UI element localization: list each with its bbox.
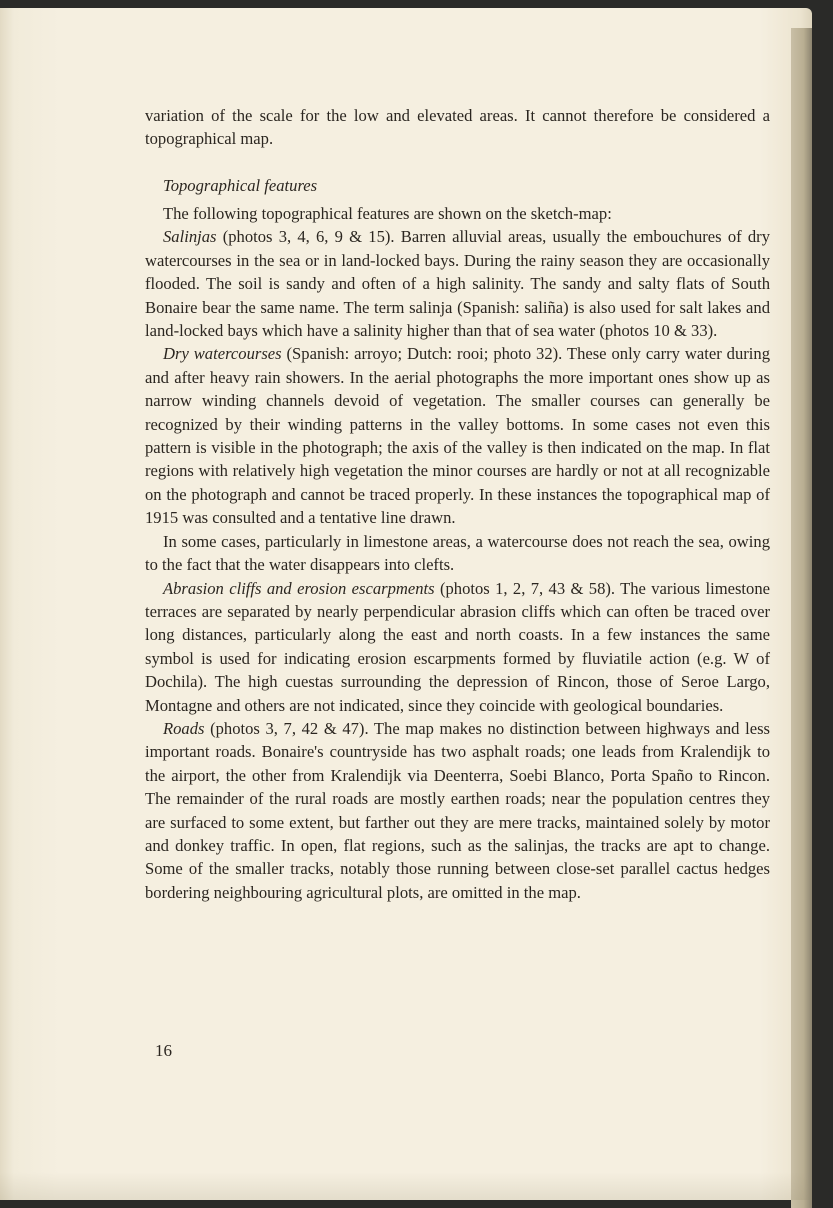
salinjas-term: Salinjas — [163, 227, 217, 247]
abrasion-text: (photos 1, 2, 7, 43 & 58). The various limestone terraces are separated by nearly perpendicular abrasion cliffs which can often be traced over long distances, particularly along the east and north coasts. In a few instances the same symbol is used for indicating erosion escarpments formed by fluviatile action (e.g. W of Dochila). The high cuestas surrounding the depression of Rincon, those of Seroe Largo, Montagne and others are not indicated, since they coincide with geological boundaries. — [145, 578, 770, 715]
roads-text: (photos 3, 7, 42 & 47). The map makes no distinction between highways and less important roads. Bonaire's countryside has two asphalt roads; one leads from Kralendijk to the airport, the other from Kralendijk via Deenterra, Soebi Blanco, Porta Spaño to Rincon. The remainder of the rural roads are mostly earthen roads; near the population centres they are surfaced to some extent, but farther out they are mere tracks, maintained solely by motor and donkey traffic. In open, flat regions, such as the salinjas, the tracks are apt to change. Some of the smaller tracks, notably those running between close-set parallel cactus hedges bordering neighbouring agricultural plots, are omitted in the map. — [145, 718, 770, 902]
book-page — [0, 8, 812, 1200]
salinjas-paragraph — [145, 225, 770, 342]
limestone-paragraph: In some cases, particularly in limestone areas, a watercourse does not reach the sea, owing to the fact that the water disappears into clefts. — [145, 531, 770, 575]
intro-block — [145, 104, 770, 151]
page-edge — [791, 28, 812, 1208]
roads-paragraph — [145, 717, 770, 904]
abrasion-paragraph — [145, 577, 770, 717]
dry-watercourses-text: (Spanish: arroyo; Dutch: rooi; photo 32). These only carry water during and after heavy rain showers. In the aerial photographs the more important ones show up as narrow winding channels devoid of vegetation. The smaller courses can generally be recognized by their winding patterns in the valley bottoms. In some cases not even this pattern is visible in the photograph; the axis of the valley is then indicated on the map. In flat regions with relatively high vegetation the minor courses are hardly or not at all recognizable on the photograph and cannot be traced properly. In these instances the topographical map of 1915 was consulted and a tentative line drawn. — [145, 344, 770, 528]
page-number: 16 — [155, 1041, 172, 1060]
lead-paragraph: The following topographical features are shown on the sketch-map: — [163, 204, 612, 223]
dry-watercourses-term: Dry watercourses — [163, 344, 282, 364]
roads-term: Roads — [163, 718, 205, 738]
dry-watercourses-paragraph — [145, 342, 770, 529]
abrasion-term: Abrasion cliffs and erosion escarpments — [163, 578, 435, 598]
section-heading: Topographical features — [163, 176, 318, 195]
salinjas-text: (photos 3, 4, 6, 9 & 15). Barren alluvial areas, usually the embouchures of dry watercourses in the sea or in land-locked bays. During the rainy season they are occasionally flooded. The soil is sandy and often of a high salinity. The sandy and salty flats of South Bonaire bear the same name. The term salinja (Spanish: saliña) is also used for salt lakes and land-locked bays which have a salinity higher than that of sea water (photos 10 & 33). — [145, 227, 770, 341]
intro-paragraph: variation of the scale for the low and elevated areas. It cannot therefore be considered a topographical map. — [145, 106, 770, 149]
features-block — [145, 202, 770, 904]
